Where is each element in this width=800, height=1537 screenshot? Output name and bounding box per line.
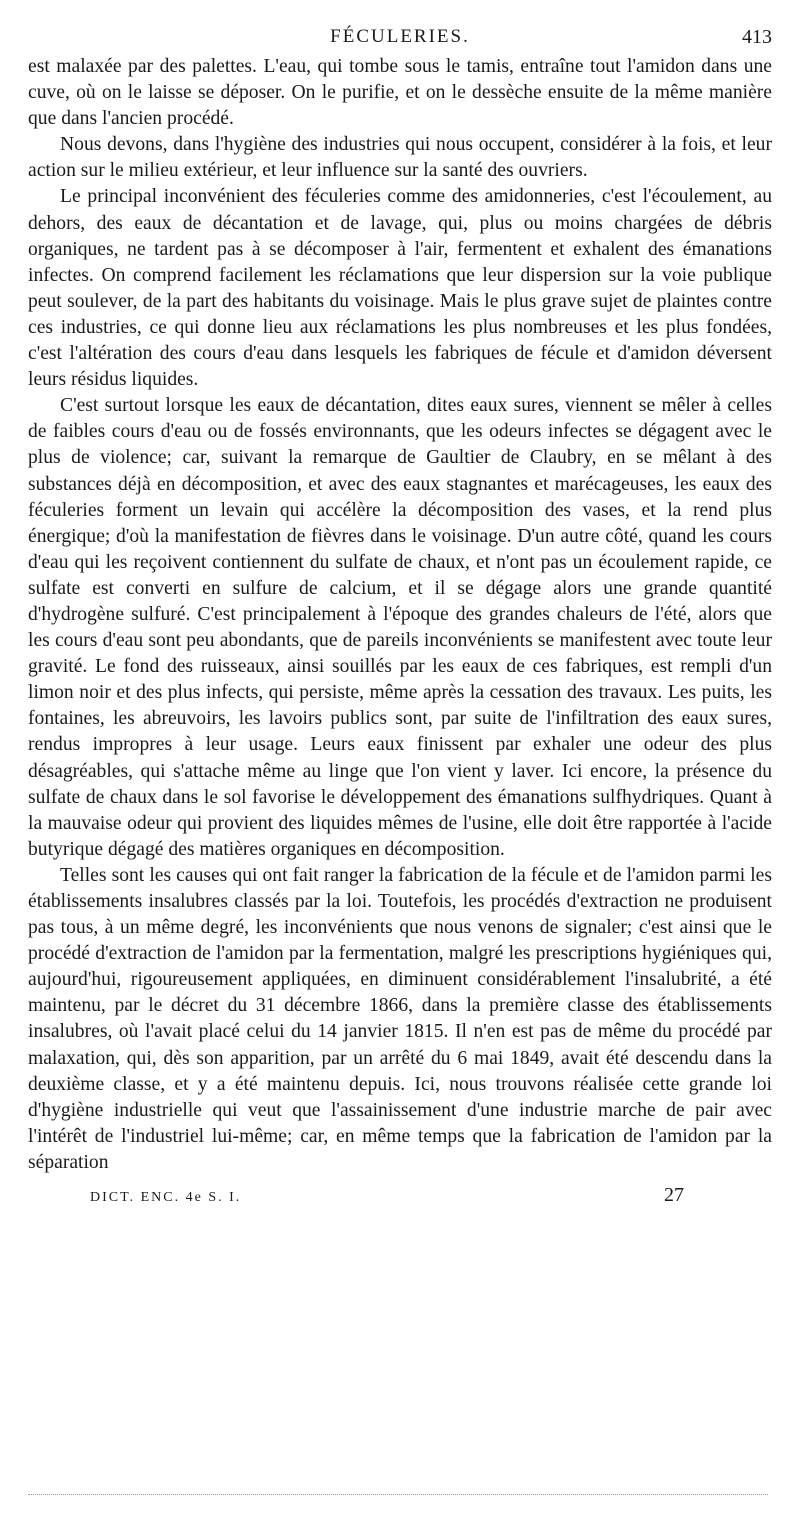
running-head: [28, 18, 772, 54]
paragraph: Nous devons, dans l'hygiène des industries qui nous occupent, considérer à la fois, et leur action sur le milieu extérieur, et leur influence sur la santé des ouvriers.: [28, 134, 772, 182]
paragraph-continuation: est malaxée par des palettes. L'eau, qui tombe sous le tamis, entraîne tout l'amidon dans une cuve, où on le laisse se déposer. On le purifie, et on le dessèche ensuite de la même manière que dans l'ancien procédé.: [28, 56, 772, 130]
body-text: [28, 54, 772, 1176]
paragraph: C'est surtout lorsque les eaux de décantation, dites eaux sures, viennent se mêler à celles de faibles cours d'eau ou de fossés environnants, que les odeurs infectes se dégagent avec le plus de violence; car, suivant la remarque de Gaultier de Claubry, en se mêlant à des substances déjà en décomposition, et avec des eaux stagnantes et marécageuses, les eaux des féculeries forment un levain qui accélère la décomposition des vases, et la rend plus énergique; d'où la manifestation de fièvres dans le voisinage. D'un autre côté, quand les cours d'eau qui les reçoivent contiennent du sulfate de chaux, et n'ont pas un écoulement rapide, ce sulfate est converti en sulfure de calcium, et il se dégage alors une grande quantité d'hydrogène sulfuré. C'est principalement à l'époque des grandes chaleurs de l'été, alors que les cours d'eau sont peu abondants, que de pareils inconvénients se manifestent avec toute leur gravité. Le fond des ruisseaux, ainsi souillés par les eaux de ces fabriques, est rempli d'un limon noir et des plus infects, qui persiste, même après la cessation des travaux. Les puits, les fontaines, les abreuvoirs, les lavoirs publics sont, par suite de l'infiltration des eaux sures, rendus impropres à leur usage. Leurs eaux finissent par exhaler une odeur des plus désagréables, qui s'attache même au linge que l'on vient y laver. Ici encore, la présence du sulfate de chaux dans le sol favorise le développement des émanations sulfhydriques. Quant à la mauvaise odeur qui provient des liquides mêmes de l'usine, elle doit être rapportée à l'acide butyrique dégagé des matières organiques en décomposition.: [28, 395, 772, 860]
scan-artifact-line: [28, 1494, 768, 1496]
folio-number: 413: [742, 26, 772, 48]
page-footer: [28, 1182, 772, 1212]
paragraph: Le principal inconvénient des féculeries comme des amidonneries, c'est l'écoulement, au dehors, des eaux de décantation et de lavage, qui, plus ou moins chargées de débris organiques, ne tardent pas à se décomposer à l'air, fermentent et exhalent des émanations infectes. On comprend facilement les réclamations que leur dispersion sur la voie publique peut soulever, de la part des habitants du voisinage. Mais le plus grave sujet de plaintes contre ces industries, ce qui donne lieu aux réclamations les plus nombreuses et les plus fondées, c'est l'altération des cours d'eau dans lesquels les fabriques de fécule et d'amidon déversent leurs résidus liquides.: [28, 186, 772, 391]
book-page: [28, 18, 772, 1212]
signature-number: 27: [664, 1184, 684, 1207]
running-title: FÉCULERIES.: [330, 26, 470, 47]
signature-mark: DICT. ENC. 4e S. I.: [90, 1190, 242, 1206]
paragraph: Telles sont les causes qui ont fait ranger la fabrication de la fécule et de l'amidon parmi les établissements insalubres classés par la loi. Toutefois, les procédés d'extraction ne produisent pas tous, à un même degré, les inconvénients que nous venons de signaler; c'est ainsi que le procédé d'extraction de l'amidon par la fermentation, malgré les prescriptions hygiéniques qui, aujourd'hui, rigoureusement appliquées, en diminuent considérablement l'insalubrité, a été maintenu, par le décret du 31 décembre 1866, dans la première classe des établissements insalubres, où l'avait placé celui du 14 janvier 1815. Il n'en est pas de même du procédé par malaxation, qui, dès son apparition, par un arrêté du 6 mai 1849, avait été descendu dans la deuxième classe, et y a été maintenu depuis. Ici, nous trouvons réalisée cette grande loi d'hygiène industrielle qui veut que l'assainissement d'une industrie marche de pair avec l'intérêt de l'industriel lui-même; car, en même temps que la fabrication de l'amidon par la séparation: [28, 864, 772, 1173]
